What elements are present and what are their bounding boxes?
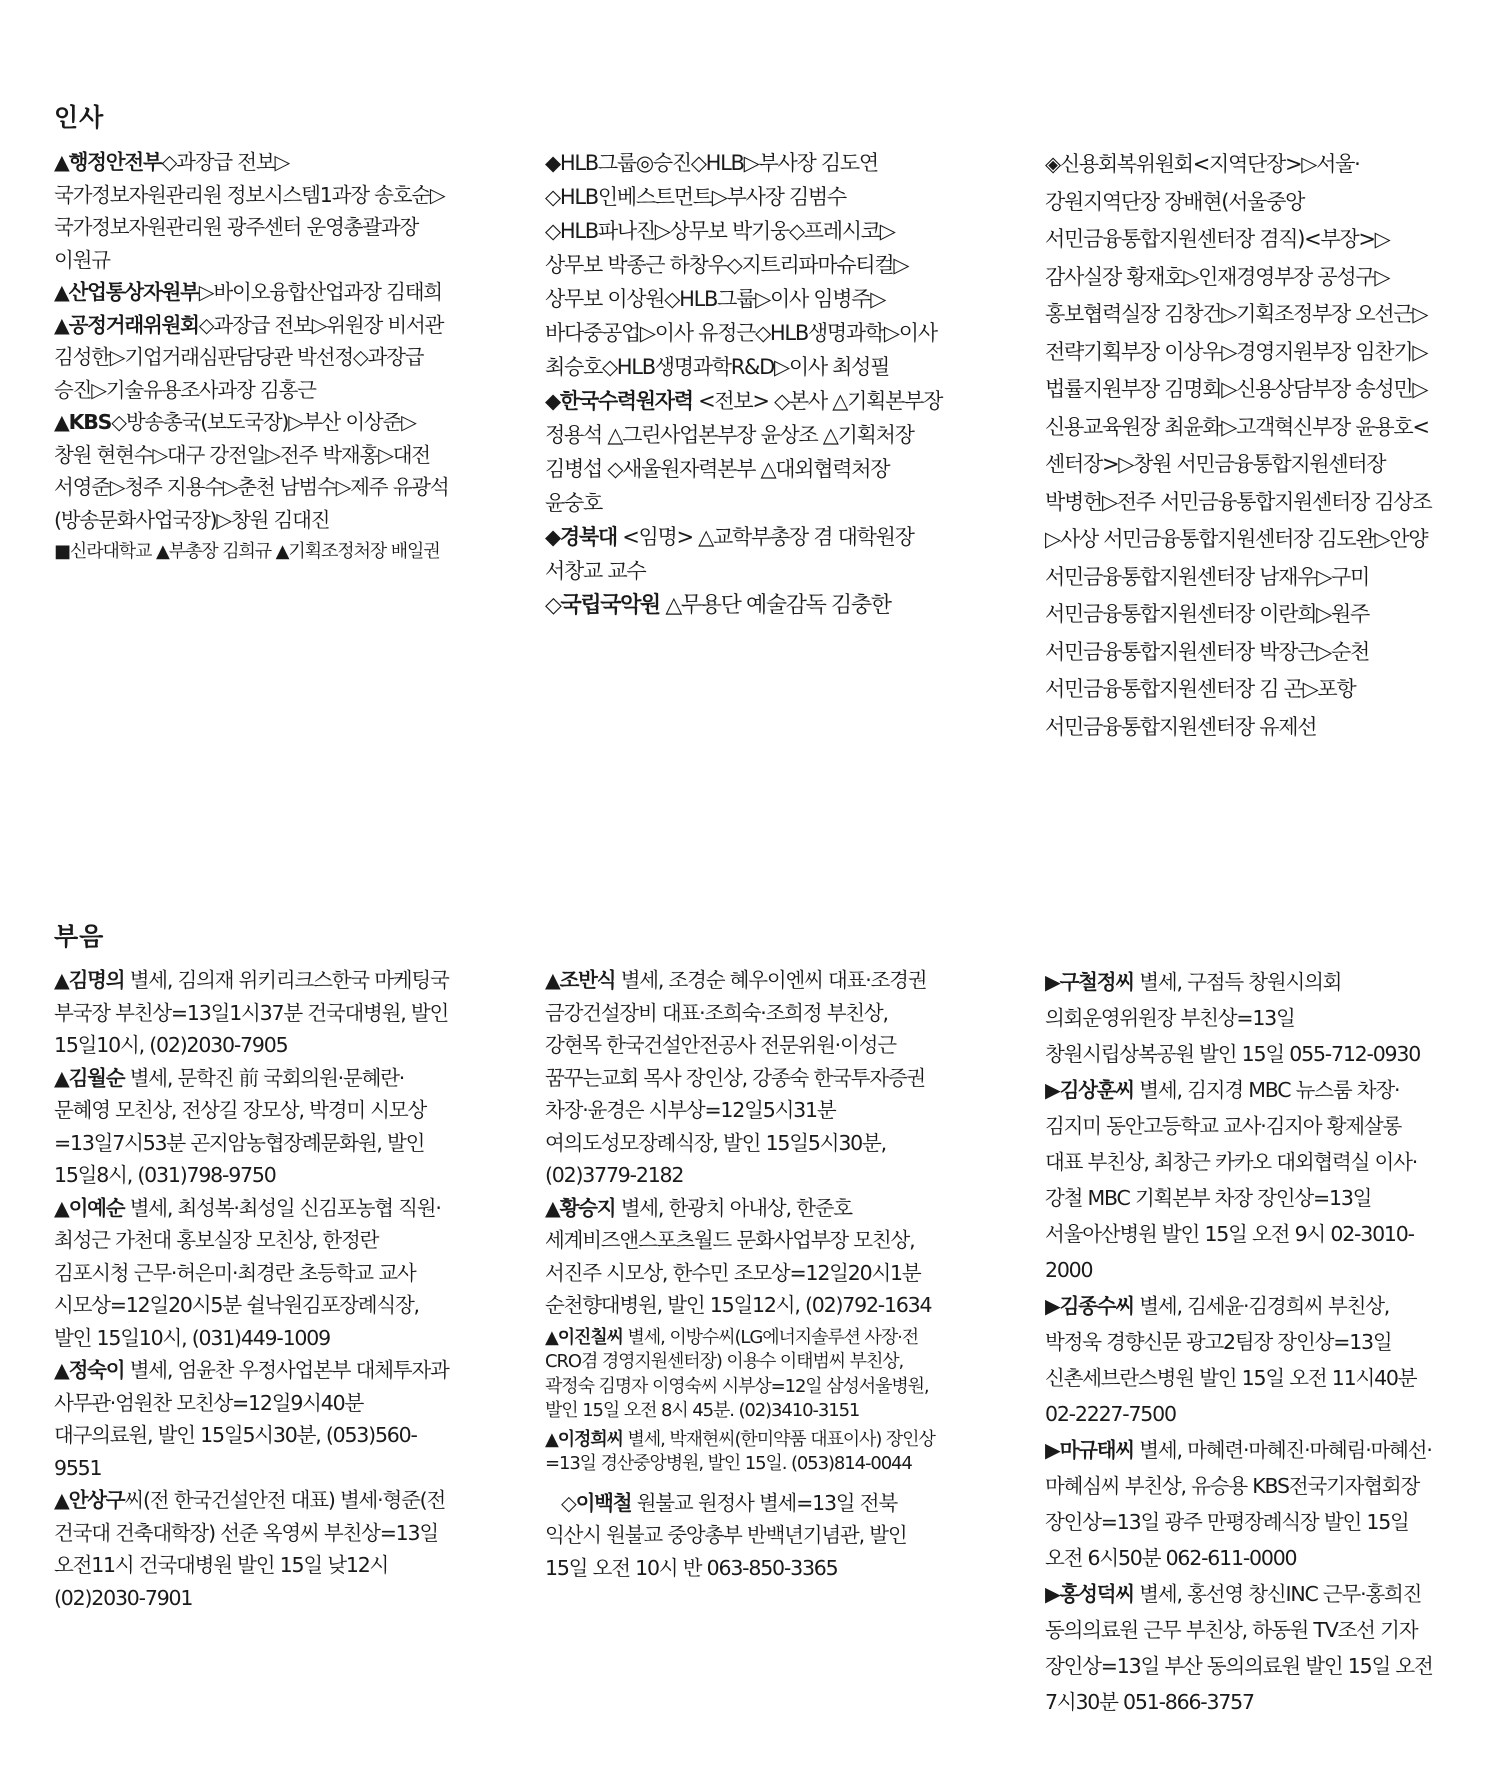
personnel-entry [545, 588, 945, 624]
entry-text: 별세, 마혜련·마혜진·마혜림·마혜선·마혜심씨 부친상, 유승용 KBS전국기자협회장 장인상=13일 광주 만평장례식장 발인 15일 오전 6시50분 062-611-0000 [1045, 1438, 1432, 1570]
org-name: ▲KBS [54, 410, 112, 434]
deceased-name: ▲이정희씨 [545, 1428, 623, 1450]
obituary-column-3 [1045, 964, 1443, 1720]
org-name: ◆한국수력원자력 [545, 389, 693, 413]
entry-text: 별세, 홍선영 창신INC 근무·홍희진 동의의료원 근무 부친상, 하동원 TV조선 기자 장인상=13일 부산 동의의료원 발인 15일 오전 7시30분 051-866-3757 [1045, 1582, 1433, 1714]
org-name: ◆경북대 [545, 525, 617, 549]
personnel-entry [54, 276, 452, 309]
obituary-entry [545, 1487, 945, 1585]
personnel-entry [54, 309, 452, 407]
deceased-name: ▶마규태씨 [1045, 1438, 1134, 1462]
entry-text: 별세, 구점득 창원시의회 의회운영위원장 부친상=13일 창원시립상복공원 발인 15일 055-712-0930 [1045, 970, 1421, 1066]
entry-text: 별세, 박재현씨(한미약품 대표이사) 장인상=13일 경산중앙병원, 발인 15일. (053)814-0044 [545, 1428, 935, 1474]
obituary-entry [1045, 1432, 1443, 1576]
obituary-entry [54, 1192, 452, 1355]
obituary-entry [545, 1428, 945, 1477]
section-title-obituary: 부음 [54, 922, 105, 951]
obituary-column-2 [545, 964, 945, 1584]
deceased-name: ▲이예순 [54, 1195, 125, 1220]
deceased-name: ▲조반식 [545, 968, 616, 992]
obituary-entry [1045, 1072, 1443, 1288]
entry-text: <임명> △교학부총장 겸 대학원장 서창교 교수 [545, 525, 914, 583]
deceased-name: ▲정숙이 [54, 1358, 125, 1382]
deceased-name: ▶구철정씨 [1045, 970, 1134, 994]
obituary-column-1 [54, 964, 452, 1614]
personnel-entry [545, 384, 945, 520]
org-name: ◇국립국악원 [545, 593, 660, 618]
entry-text: 별세, 최성복·최성일 신김포농협 직원·최성근 가천대 홍보실장 모친상, 한정란 김포시청 근무·허은미·최경란 초등학교 교사 시모상=12일20시5분 쉴낙원김포장례식장, 발인 15일10시, (031)449-1009 [54, 1195, 441, 1350]
personnel-entry [545, 520, 945, 588]
obituary-entry [1045, 1288, 1443, 1432]
entry-text: ■신라대학교 ▲부총장 김희규 ▲기획조정처장 배일권 [54, 541, 440, 562]
obituary-entry [545, 964, 945, 1192]
entry-text: 별세, 김세윤·김경희씨 부친상, 박정욱 경향신문 광고2팀장 장인상=13일 신촌세브란스병원 발인 15일 오전 11시40분 02-2227-7500 [1045, 1294, 1417, 1426]
deceased-name: ▲김명의 [54, 968, 125, 992]
deceased-name: ▲황승지 [545, 1195, 616, 1220]
personnel-column-2 [545, 146, 945, 624]
entry-text: 씨(전 한국건설안전 대표) 별세·형준(전 건국대 건축대학장) 선준 옥영씨 부친상=13일 오전11시 건국대병원 발인 15일 낮12시(02)2030-7901 [54, 1488, 446, 1610]
entry-text: △무용단 예술감독 김충한 [659, 593, 891, 618]
entry-text: 별세, 김지경 MBC 뉴스룸 차장·김지미 동안고등학교 교사·김지아 황제살롱 대표 부친상, 최창근 카카오 대외협력실 이사·강철 MBC 기획본부 차장 장인상=13일 서울아산병원 발인 15일 오전 9시 02-3010-2000 [1045, 1078, 1418, 1282]
deceased-name: ▲김월순 [54, 1065, 125, 1090]
entry-text: 별세, 이방수씨(LG에너지솔루션 사장·전 CRO겸 경영지원센터장) 이용수 이태범씨 부친상, 곽정숙 김명자 이영숙씨 시부상=12일 삼성서울병원, 발인 15일 오전 8시 45분. (02)3410-3151 [545, 1326, 929, 1421]
obituary-entry [54, 964, 452, 1062]
entry-text: 별세, 조경순 혜우이엔씨 대표·조경권 금강건설장비 대표·조희숙·조희정 부친상, 강현목 한국건설안전공사 전문위원·이성근 꿈꾸는교회 목사 장인상, 강종숙 한국투자증권 차장·윤경은 시부상=12일5시31분 여의도성모장례식장, 발인 15일5시30분, (02)3779-2182 [545, 968, 927, 1187]
obituary-entry [54, 1484, 452, 1614]
org-name: ▲공정거래위원회 [54, 312, 199, 337]
personnel-column-1 [54, 146, 452, 565]
obituary-entry [54, 1354, 452, 1484]
obituary-entry [545, 1326, 945, 1424]
obituary-entry [545, 1192, 945, 1322]
deceased-name: ▲이진칠씨 [545, 1326, 623, 1348]
org-name: ▲산업통상자원부 [54, 280, 199, 304]
entry-text: 별세, 엄윤찬 우정사업본부 대체투자과 사무관·엄원찬 모친상=12일9시40분 대구의료원, 발인 15일5시30분, (053)560-9551 [54, 1358, 449, 1480]
entry-text: ◈신용회복위원회<지역단장>▷서울·강원지역단장 장배현(서울중앙 서민금융통합지원센터장 겸직)<부장>▷감사실장 황재호▷인재경영부장 공성구▷홍보협력실장 김창건▷기획조정부장 오선근▷전략기획부장 이상우▷경영지원부장 임찬기▷법률지원부장 김명회▷신용상담부장 송성민▷신용교육원장 최윤화▷고객혁신부장 윤용호<센터장>▷창원 서민금융통합지원센터장 박병헌▷전주 서민금융통합지원센터장 김상조▷사상 서민금융통합지원센터장 김도완▷안양 서민금융통합지원센터장 남재우▷구미 서민금융통합지원센터장 이란희▷원주 서민금융통합지원센터장 박장근▷순천 서민금융통합지원센터장 김 곤▷포항 서민금융통합지원센터장 유제선 [1045, 152, 1432, 739]
personnel-entry [545, 146, 945, 384]
entry-text: ◇과장급 전보▷국가정보자원관리원 정보시스템1과장 송호순▷국가정보자원관리원 광주센터 운영총괄과장 이원규 [54, 150, 445, 272]
personnel-entry [54, 406, 452, 536]
entry-text: ◆HLB그룹◎승진◇HLB▷부사장 김도연◇HLB인베스트먼트▷부사장 김범수◇HLB파나진▷상무보 박기웅◇프레시코▷상무보 박종근 하창우◇지트리파마슈티컬▷상무보 이상원◇HLB그룹▷이사 임병주▷바다중공업▷이사 유정근◇HLB생명과학▷이사 최승호◇HLB생명과학R&D▷이사 최성필 [545, 151, 937, 379]
deceased-name: ▶김상훈씨 [1045, 1078, 1134, 1102]
entry-text: ◇방송총국(보도국장)▷부산 이상준▷창원 현현수▷대구 강전일▷전주 박재홍▷대전 서영준▷청주 지용수▷춘천 남범수▷제주 유광석(방송문화사업국장)▷창원 김대진 [54, 410, 449, 532]
deceased-name: ◇이백철 [561, 1490, 632, 1515]
entry-text: <전보> ◇본사 △기획본부장 정용석 △그린사업본부장 윤상조 △기획처장 김병섭 ◇새울원자력본부 △대외협력처장 윤숭호 [545, 389, 943, 515]
obituary-entry [1045, 964, 1443, 1072]
entry-text: 원불교 원정사 별세=13일 전북 익산시 원불교 중앙총부 반백년기념관, 발인 15일 오전 10시 반 063-850-3365 [545, 1490, 907, 1580]
entry-text: ◇과장급 전보▷위원장 비서관 김성한▷기업거래심판담당관 박선정◇과장급 승진▷기술유용조사과장 김홍근 [54, 312, 444, 402]
obituary-entry [1045, 1576, 1443, 1720]
deceased-name: ▶김종수씨 [1045, 1294, 1134, 1318]
entry-text: 별세, 김의재 위키리크스한국 마케팅국 부국장 부친상=13일1시37분 건국대병원, 발인 15일10시, (02)2030-7905 [54, 968, 449, 1057]
org-name: ▲행정안전부 [54, 150, 162, 174]
entry-text: ▷바이오융합산업과장 김태희 [198, 280, 442, 304]
obituary-entry [54, 1062, 452, 1192]
entry-text: 별세, 한광치 아내상, 한준호 세계비즈앤스포츠월드 문화사업부장 모친상, 서진주 시모상, 한수민 조모상=12일20시1분 순천향대병원, 발인 15일12시, (02)792-1634 [545, 1195, 932, 1317]
personnel-entry [54, 146, 452, 276]
personnel-entry [1045, 146, 1443, 746]
personnel-entry [54, 540, 452, 565]
deceased-name: ▶홍성덕씨 [1045, 1582, 1134, 1606]
entry-text: 별세, 문학진 前 국회의원·문혜란·문혜영 모친상, 전상길 장모상, 박경미 시모상=13일7시53분 곤지암농협장례문화원, 발인 15일8시, (031)798-9750 [54, 1065, 427, 1187]
personnel-column-3 [1045, 146, 1443, 746]
deceased-name: ▲안상구 [54, 1488, 125, 1512]
section-title-personnel: 인사 [54, 103, 105, 132]
